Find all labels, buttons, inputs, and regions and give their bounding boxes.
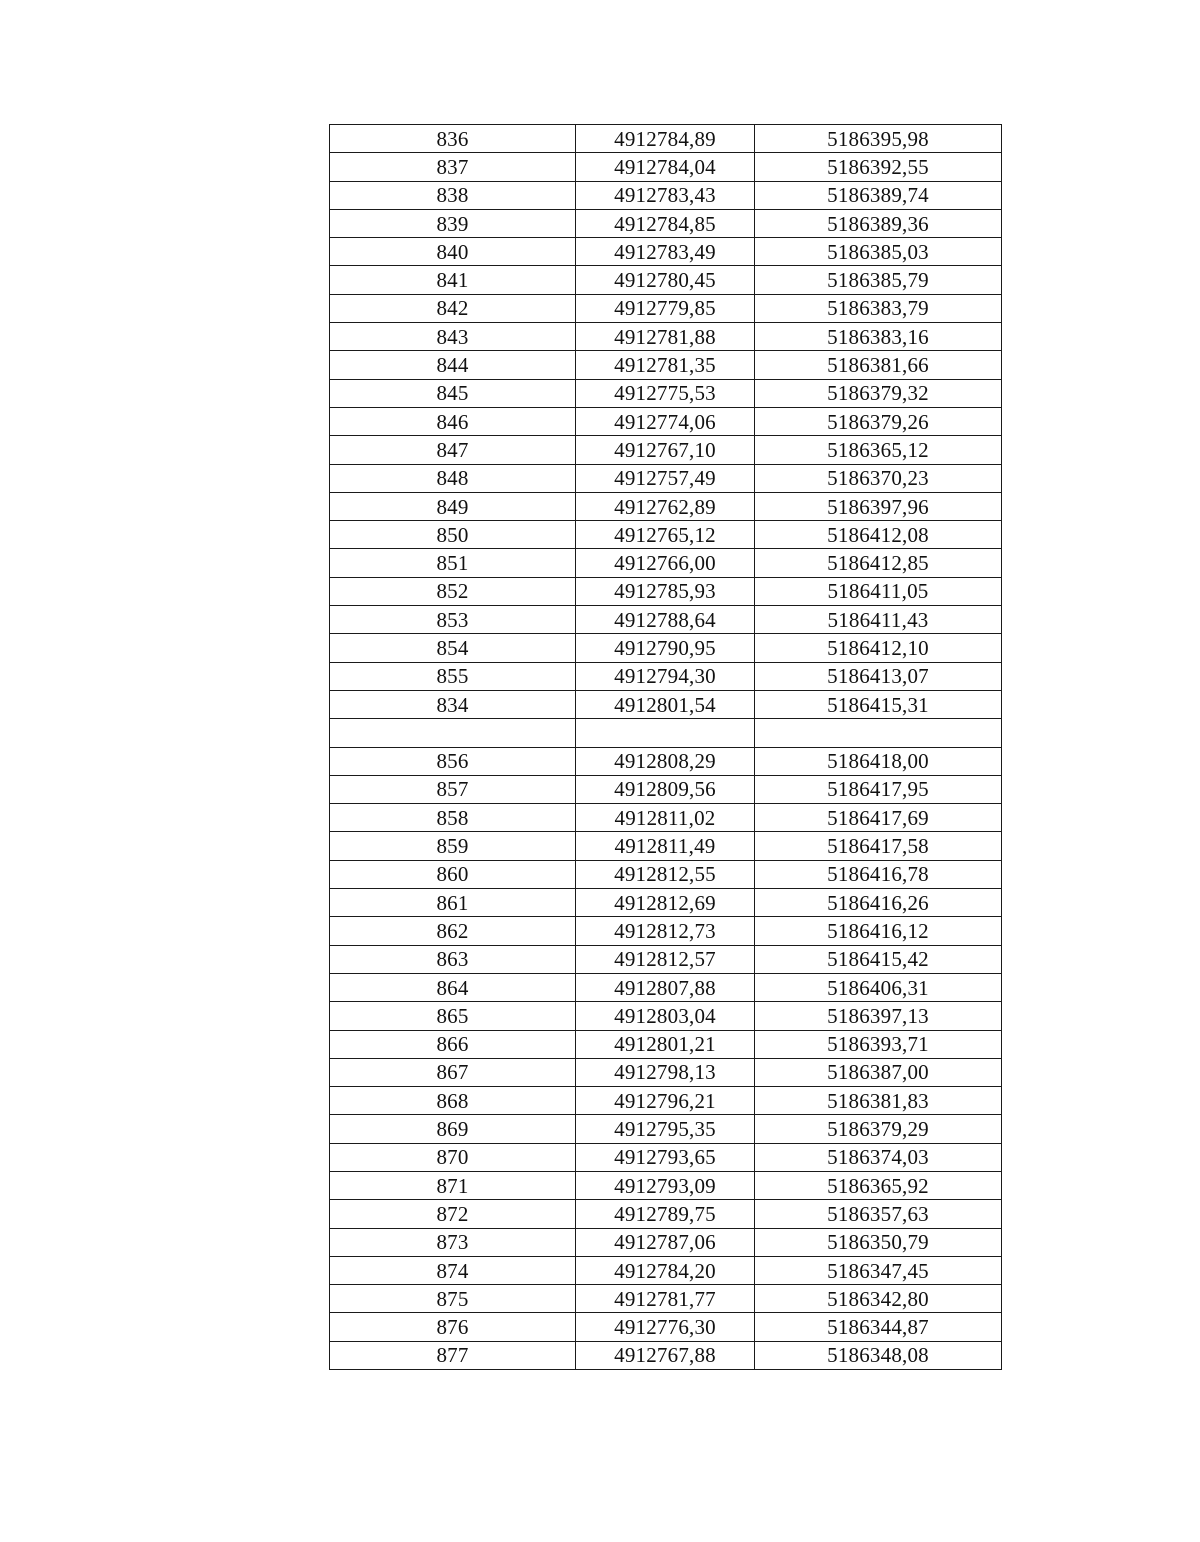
table-row (330, 125, 1002, 153)
x-coordinate-cell: 4912783,43 (576, 181, 755, 209)
x-coordinate-cell: 4912781,77 (576, 1285, 755, 1313)
table-row (330, 973, 1002, 1001)
table-row (330, 1115, 1002, 1143)
y-coordinate-cell: 5186397,96 (755, 492, 1002, 520)
point-number-cell: 851 (330, 549, 576, 577)
table-row (330, 1313, 1002, 1341)
x-coordinate-cell: 4912774,06 (576, 407, 755, 435)
point-number-cell: 852 (330, 577, 576, 605)
x-coordinate-cell: 4912766,00 (576, 549, 755, 577)
x-coordinate-cell: 4912784,04 (576, 153, 755, 181)
x-coordinate-cell: 4912803,04 (576, 1002, 755, 1030)
table-row (330, 549, 1002, 577)
y-coordinate-cell: 5186406,31 (755, 973, 1002, 1001)
point-number-cell: 876 (330, 1313, 576, 1341)
y-coordinate-cell: 5186411,43 (755, 606, 1002, 634)
table-row (330, 719, 1002, 747)
y-coordinate-cell: 5186389,36 (755, 209, 1002, 237)
coordinates-table (329, 124, 1002, 1370)
y-coordinate-cell: 5186418,00 (755, 747, 1002, 775)
x-coordinate-cell: 4912781,88 (576, 323, 755, 351)
table-row (330, 1143, 1002, 1171)
point-number-cell: 856 (330, 747, 576, 775)
table-row (330, 407, 1002, 435)
x-coordinate-cell: 4912788,64 (576, 606, 755, 634)
point-number-cell: 866 (330, 1030, 576, 1058)
table-row (330, 464, 1002, 492)
table-row (330, 238, 1002, 266)
point-number-cell: 845 (330, 379, 576, 407)
x-coordinate-cell: 4912812,73 (576, 917, 755, 945)
y-coordinate-cell: 5186416,26 (755, 889, 1002, 917)
point-number-cell: 867 (330, 1058, 576, 1086)
y-coordinate-cell: 5186344,87 (755, 1313, 1002, 1341)
x-coordinate-cell: 4912793,65 (576, 1143, 755, 1171)
y-coordinate-cell: 5186342,80 (755, 1285, 1002, 1313)
y-coordinate-cell: 5186412,08 (755, 521, 1002, 549)
x-coordinate-cell: 4912767,88 (576, 1341, 755, 1369)
y-coordinate-cell: 5186413,07 (755, 662, 1002, 690)
table-row (330, 917, 1002, 945)
table-row (330, 804, 1002, 832)
point-number-cell: 850 (330, 521, 576, 549)
point-number-cell: 855 (330, 662, 576, 690)
table-row (330, 889, 1002, 917)
point-number-cell: 872 (330, 1200, 576, 1228)
point-number-cell: 860 (330, 860, 576, 888)
x-coordinate-cell: 4912784,89 (576, 125, 755, 153)
x-coordinate-cell: 4912787,06 (576, 1228, 755, 1256)
point-number-cell: 839 (330, 209, 576, 237)
table-row (330, 690, 1002, 718)
point-number-cell: 848 (330, 464, 576, 492)
y-coordinate-cell: 5186365,92 (755, 1171, 1002, 1199)
x-coordinate-cell: 4912790,95 (576, 634, 755, 662)
table-row (330, 521, 1002, 549)
x-coordinate-cell: 4912762,89 (576, 492, 755, 520)
point-number-cell: 861 (330, 889, 576, 917)
y-coordinate-cell: 5186415,31 (755, 690, 1002, 718)
point-number-cell: 859 (330, 832, 576, 860)
point-number-cell (330, 719, 576, 747)
y-coordinate-cell: 5186379,26 (755, 407, 1002, 435)
y-coordinate-cell: 5186357,63 (755, 1200, 1002, 1228)
point-number-cell: 837 (330, 153, 576, 181)
x-coordinate-cell: 4912785,93 (576, 577, 755, 605)
x-coordinate-cell: 4912795,35 (576, 1115, 755, 1143)
y-coordinate-cell: 5186383,79 (755, 294, 1002, 322)
y-coordinate-cell: 5186417,58 (755, 832, 1002, 860)
x-coordinate-cell: 4912811,49 (576, 832, 755, 860)
coordinates-table-body (330, 125, 1002, 1370)
point-number-cell: 877 (330, 1341, 576, 1369)
x-coordinate-cell: 4912767,10 (576, 436, 755, 464)
table-row (330, 606, 1002, 634)
y-coordinate-cell: 5186365,12 (755, 436, 1002, 464)
point-number-cell: 863 (330, 945, 576, 973)
point-number-cell: 841 (330, 266, 576, 294)
x-coordinate-cell: 4912789,75 (576, 1200, 755, 1228)
table-row (330, 1030, 1002, 1058)
y-coordinate-cell: 5186416,78 (755, 860, 1002, 888)
point-number-cell: 870 (330, 1143, 576, 1171)
y-coordinate-cell: 5186379,29 (755, 1115, 1002, 1143)
table-row (330, 1256, 1002, 1284)
x-coordinate-cell: 4912807,88 (576, 973, 755, 1001)
table-row (330, 1058, 1002, 1086)
point-number-cell: 871 (330, 1171, 576, 1199)
y-coordinate-cell: 5186417,69 (755, 804, 1002, 832)
y-coordinate-cell: 5186412,85 (755, 549, 1002, 577)
table-row (330, 492, 1002, 520)
point-number-cell: 868 (330, 1087, 576, 1115)
y-coordinate-cell: 5186416,12 (755, 917, 1002, 945)
x-coordinate-cell: 4912801,21 (576, 1030, 755, 1058)
y-coordinate-cell: 5186397,13 (755, 1002, 1002, 1030)
x-coordinate-cell: 4912765,12 (576, 521, 755, 549)
point-number-cell: 858 (330, 804, 576, 832)
table-row (330, 379, 1002, 407)
point-number-cell: 865 (330, 1002, 576, 1030)
x-coordinate-cell: 4912798,13 (576, 1058, 755, 1086)
table-row (330, 775, 1002, 803)
table-row (330, 209, 1002, 237)
x-coordinate-cell: 4912809,56 (576, 775, 755, 803)
x-coordinate-cell: 4912783,49 (576, 238, 755, 266)
x-coordinate-cell: 4912812,55 (576, 860, 755, 888)
x-coordinate-cell: 4912794,30 (576, 662, 755, 690)
y-coordinate-cell: 5186347,45 (755, 1256, 1002, 1284)
y-coordinate-cell: 5186383,16 (755, 323, 1002, 351)
point-number-cell: 840 (330, 238, 576, 266)
point-number-cell: 853 (330, 606, 576, 634)
table-row (330, 832, 1002, 860)
x-coordinate-cell: 4912796,21 (576, 1087, 755, 1115)
point-number-cell: 854 (330, 634, 576, 662)
x-coordinate-cell: 4912793,09 (576, 1171, 755, 1199)
point-number-cell: 836 (330, 125, 576, 153)
table-row (330, 634, 1002, 662)
table-row (330, 181, 1002, 209)
x-coordinate-cell: 4912812,57 (576, 945, 755, 973)
y-coordinate-cell: 5186350,79 (755, 1228, 1002, 1256)
point-number-cell: 873 (330, 1228, 576, 1256)
point-number-cell: 842 (330, 294, 576, 322)
x-coordinate-cell: 4912776,30 (576, 1313, 755, 1341)
table-row (330, 1285, 1002, 1313)
table-row (330, 1228, 1002, 1256)
y-coordinate-cell: 5186348,08 (755, 1341, 1002, 1369)
x-coordinate-cell: 4912784,85 (576, 209, 755, 237)
x-coordinate-cell: 4912757,49 (576, 464, 755, 492)
x-coordinate-cell: 4912811,02 (576, 804, 755, 832)
y-coordinate-cell: 5186370,23 (755, 464, 1002, 492)
table-row (330, 294, 1002, 322)
table-row (330, 945, 1002, 973)
point-number-cell: 838 (330, 181, 576, 209)
point-number-cell: 834 (330, 690, 576, 718)
table-row (330, 662, 1002, 690)
point-number-cell: 874 (330, 1256, 576, 1284)
x-coordinate-cell: 4912781,35 (576, 351, 755, 379)
table-row (330, 1087, 1002, 1115)
table-row (330, 577, 1002, 605)
y-coordinate-cell: 5186392,55 (755, 153, 1002, 181)
point-number-cell: 862 (330, 917, 576, 945)
y-coordinate-cell: 5186374,03 (755, 1143, 1002, 1171)
y-coordinate-cell: 5186412,10 (755, 634, 1002, 662)
point-number-cell: 844 (330, 351, 576, 379)
table-row (330, 860, 1002, 888)
x-coordinate-cell: 4912775,53 (576, 379, 755, 407)
y-coordinate-cell: 5186381,66 (755, 351, 1002, 379)
y-coordinate-cell: 5186385,79 (755, 266, 1002, 294)
point-number-cell: 843 (330, 323, 576, 351)
y-coordinate-cell: 5186393,71 (755, 1030, 1002, 1058)
x-coordinate-cell: 4912779,85 (576, 294, 755, 322)
table-row (330, 323, 1002, 351)
x-coordinate-cell (576, 719, 755, 747)
y-coordinate-cell: 5186387,00 (755, 1058, 1002, 1086)
point-number-cell: 857 (330, 775, 576, 803)
table-row (330, 266, 1002, 294)
point-number-cell: 846 (330, 407, 576, 435)
y-coordinate-cell: 5186379,32 (755, 379, 1002, 407)
x-coordinate-cell: 4912801,54 (576, 690, 755, 718)
x-coordinate-cell: 4912812,69 (576, 889, 755, 917)
y-coordinate-cell: 5186415,42 (755, 945, 1002, 973)
y-coordinate-cell (755, 719, 1002, 747)
y-coordinate-cell: 5186381,83 (755, 1087, 1002, 1115)
x-coordinate-cell: 4912784,20 (576, 1256, 755, 1284)
x-coordinate-cell: 4912780,45 (576, 266, 755, 294)
table-row (330, 747, 1002, 775)
y-coordinate-cell: 5186417,95 (755, 775, 1002, 803)
table-row (330, 436, 1002, 464)
y-coordinate-cell: 5186385,03 (755, 238, 1002, 266)
point-number-cell: 864 (330, 973, 576, 1001)
table-row (330, 1002, 1002, 1030)
x-coordinate-cell: 4912808,29 (576, 747, 755, 775)
table-row (330, 351, 1002, 379)
table-row (330, 153, 1002, 181)
table-row (330, 1341, 1002, 1369)
point-number-cell: 849 (330, 492, 576, 520)
point-number-cell: 869 (330, 1115, 576, 1143)
table-row (330, 1171, 1002, 1199)
point-number-cell: 847 (330, 436, 576, 464)
y-coordinate-cell: 5186411,05 (755, 577, 1002, 605)
y-coordinate-cell: 5186395,98 (755, 125, 1002, 153)
y-coordinate-cell: 5186389,74 (755, 181, 1002, 209)
point-number-cell: 875 (330, 1285, 576, 1313)
table-row (330, 1200, 1002, 1228)
